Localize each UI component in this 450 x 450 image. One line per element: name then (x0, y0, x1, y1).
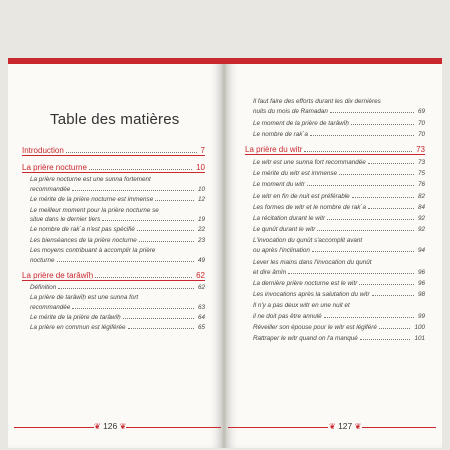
leader-dots (317, 229, 414, 231)
toc-page-number: 65 (197, 324, 205, 332)
toc-page-number: 99 (417, 312, 425, 320)
toc-item-text: recommandée (30, 303, 71, 311)
leader-dots (128, 327, 194, 329)
toc-item (22, 282, 205, 291)
toc-item (245, 201, 425, 211)
leader-dots (368, 207, 414, 209)
footer-rule-right-2 (362, 427, 436, 428)
toc-section (22, 160, 205, 173)
toc-item (22, 292, 205, 311)
toc-item (22, 322, 205, 331)
toc-item (22, 245, 205, 264)
leader-dots (307, 184, 414, 186)
toc-item-text: Le mérite du witr est immense (253, 170, 337, 178)
toc-item (245, 167, 425, 177)
toc-item-text: il ne doit pas être annulé (253, 312, 322, 320)
toc-page-number: 49 (197, 256, 205, 264)
toc-item (245, 277, 425, 287)
toc-item (22, 234, 205, 243)
toc-item-text: Le nombre de rak`a (253, 130, 308, 138)
toc-item (245, 95, 425, 115)
toc-title: Table des matières (50, 111, 180, 128)
leader-dots (360, 338, 411, 340)
toc-page-number: 23 (197, 236, 205, 244)
leader-dots (352, 196, 414, 198)
toc-item-text: Il n'y a pas deux witr en une nuit et (253, 302, 350, 310)
toc-page-number: 92 (417, 214, 425, 222)
toc-item-text: Lever les mains dans l'invocation du qunût (253, 258, 372, 266)
toc-item (22, 194, 205, 203)
toc-page-number: 98 (417, 291, 425, 299)
leader-dots (102, 219, 194, 221)
toc-section-title: Introduction (22, 146, 64, 155)
toc-page-number: 12 (197, 196, 205, 204)
toc-page-number: 62 (196, 270, 205, 280)
leader-dots (139, 240, 194, 242)
toc-page-number: 22 (197, 226, 205, 234)
toc-section-title: La prière du witr (245, 144, 303, 154)
toc-item-text: Le moment de la prière de tarâwîḥ (253, 119, 349, 127)
leader-dots (66, 151, 197, 153)
toc-item-text: La récitation durant le witr (253, 214, 326, 222)
toc-item-text: La prière nocturne est une sunna fortement (30, 176, 151, 184)
toc-page-number: 73 (417, 158, 425, 166)
toc-item-text: Les invocations après la salutation du witr (253, 291, 370, 299)
toc-page-number: 10 (196, 163, 205, 172)
toc-section (245, 142, 425, 155)
toc-page-number: 70 (417, 119, 425, 127)
toc-item (22, 174, 205, 193)
toc-section-title: La prière nocturne (22, 163, 87, 172)
toc-page-number: 94 (417, 247, 425, 255)
toc-item (245, 255, 425, 275)
toc-item-text: Les formes de witr et le nombre de rak`a (253, 203, 367, 211)
leader-dots (72, 189, 194, 191)
toc-item (245, 128, 425, 138)
toc-item (22, 312, 205, 321)
book-spine (221, 58, 227, 448)
leader-dots (155, 199, 194, 201)
leader-dots (372, 294, 414, 296)
leader-dots (57, 260, 194, 262)
toc-item-text: Le mérite de la prière de tarâwîḥ (30, 314, 121, 322)
toc-section-title: La prière de tarâwîḥ (22, 270, 94, 280)
toc-item-text: ou après l'inclination (253, 247, 310, 255)
toc-page-number: 7 (200, 146, 205, 155)
leader-dots (312, 250, 414, 252)
leader-dots (359, 283, 414, 285)
leader-dots (339, 173, 414, 175)
leader-dots (330, 111, 414, 113)
toc-item-text: nuits du mois de Ramadan (253, 108, 328, 116)
leader-dots (89, 168, 192, 170)
top-red-band (8, 58, 442, 64)
toc-item-text: Les bienséances de la prière nocturne (30, 236, 137, 244)
toc-page-number: 19 (197, 215, 205, 223)
toc-section (22, 143, 205, 156)
leader-dots (72, 307, 194, 309)
toc-item-text: Le mérite de la prière nocturne est immense (30, 196, 154, 204)
leader-dots (351, 123, 414, 125)
leader-dots (324, 316, 414, 318)
leader-dots (310, 134, 414, 136)
toc-item-text: et dire âmîn (253, 268, 287, 276)
toc-page-number: 101 (414, 334, 425, 342)
toc-item (22, 224, 205, 233)
toc-page-number: 70 (417, 130, 425, 138)
footer-rule-left-2 (126, 427, 221, 428)
toc-item-text: Le witr est une sunna fort recommandée (253, 158, 366, 166)
toc-page-number: 100 (414, 323, 425, 331)
leader-dots (379, 327, 411, 329)
toc-item-text: La prière en commun est légiférée (30, 324, 126, 332)
toc-item-text: situe dans le dernier tiers (30, 215, 101, 223)
ornament-icon: ❦ (119, 422, 127, 431)
toc-item (245, 288, 425, 298)
toc-item (245, 156, 425, 166)
toc-item-text: Rattraper le witr quand on l'a manqué (253, 334, 358, 342)
footer-rule-left (14, 427, 94, 428)
toc-item-text: L'invocation du qunût s'accomplit avant (253, 237, 363, 245)
toc-item-text: Le witr en fin de nuit est préférable (253, 192, 350, 200)
leader-dots (327, 218, 414, 220)
toc-item-text: Réveiller son épouse pour le witr est légiféré (253, 323, 377, 331)
toc-page-number: 75 (417, 170, 425, 178)
toc-item-text: recommandée (30, 185, 71, 193)
leader-dots (95, 276, 192, 278)
leader-dots (304, 150, 412, 152)
ornament-icon: ❦ (329, 422, 336, 431)
toc-item (245, 234, 425, 254)
toc-page-number: 62 (197, 283, 205, 291)
toc-page-number: 10 (197, 185, 205, 193)
toc-item (245, 189, 425, 199)
footer-rule-right (228, 427, 328, 428)
toc-page-number: 92 (417, 226, 425, 234)
page-number-right: ❦ 127 ❦ (329, 421, 362, 431)
leader-dots (368, 162, 414, 164)
toc-item-text: Les moyens contribuant à accomplir la prière (30, 247, 156, 255)
toc-item-text: Le qunût durant le witr (253, 226, 316, 234)
leader-dots (288, 272, 414, 274)
leader-dots (58, 287, 194, 289)
toc-page-number: 63 (197, 303, 205, 311)
toc-page-number: 84 (417, 203, 425, 211)
toc-item (245, 321, 425, 331)
toc-page-number: 76 (417, 181, 425, 189)
toc-item-text: Définition (30, 283, 57, 291)
toc-page-number: 64 (197, 314, 205, 322)
leader-dots (123, 317, 194, 319)
toc-item-text: La prière de tarâwîḥ est une sunna fort (30, 294, 139, 302)
toc-item (245, 178, 425, 188)
toc-item-text: Le meilleur moment pour la prière nocturne se (30, 206, 159, 214)
toc-page-number: 96 (417, 268, 425, 276)
toc-item-text: Le nombre de rak`a n'est pas spécifié (30, 226, 135, 234)
toc-right-list (245, 94, 425, 342)
toc-item-text: Le moment du witr (253, 181, 305, 189)
ornament-icon: ❦ (94, 422, 101, 431)
toc-item-text: La dernière prière nocturne est le witr (253, 280, 358, 287)
ornament-icon: ❦ (354, 422, 362, 431)
toc-item-text: Il faut faire des efforts durant les dix dernières (253, 98, 381, 106)
toc-item (245, 299, 425, 319)
toc-left-list (22, 143, 205, 331)
toc-section (22, 268, 205, 281)
toc-item (245, 223, 425, 233)
toc-item (22, 204, 205, 223)
toc-page-number: 69 (417, 108, 425, 116)
page-number-left: ❦ 126 ❦ (94, 421, 127, 431)
toc-item (245, 332, 425, 342)
toc-page-number: 96 (417, 280, 425, 287)
leader-dots (137, 229, 194, 231)
toc-page-number: 73 (416, 144, 425, 154)
toc-item-text: nocturne (30, 256, 55, 264)
toc-page-number: 82 (417, 192, 425, 200)
toc-item (245, 212, 425, 222)
toc-item (245, 116, 425, 126)
